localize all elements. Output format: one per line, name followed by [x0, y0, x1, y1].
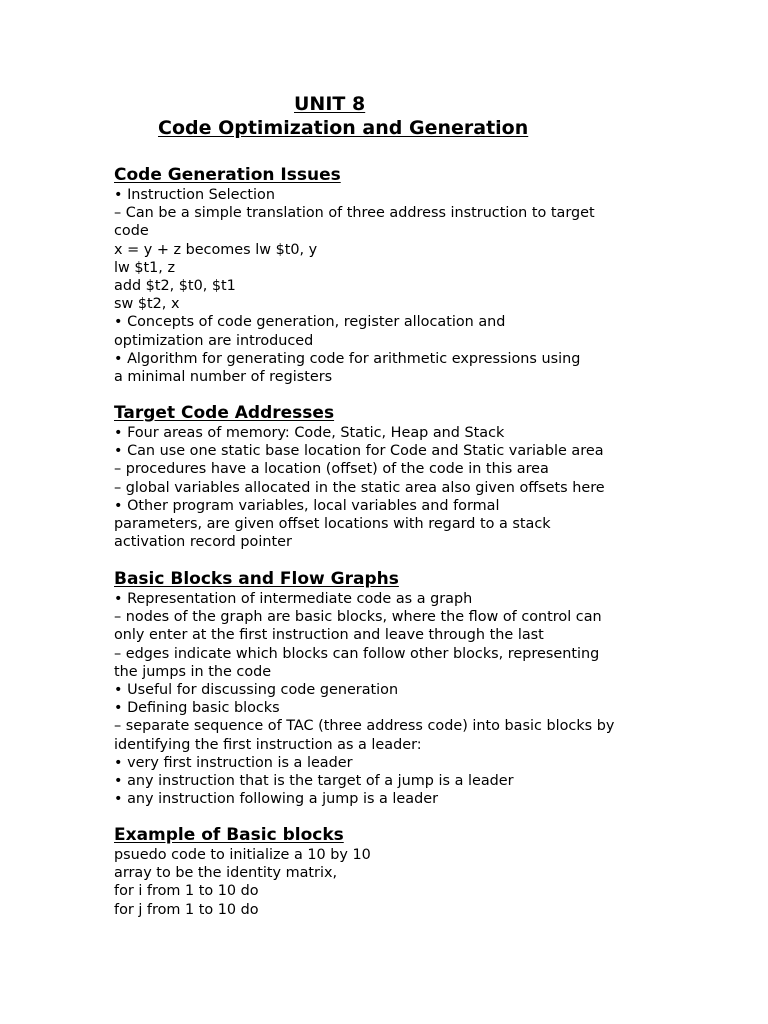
text-line: • Four areas of memory: Code, Static, Heap and Stack: [114, 425, 505, 441]
text-line: – nodes of the graph are basic blocks, where the flow of control can: [114, 609, 602, 626]
text-line: – procedures have a location (offset) of the code in this area: [114, 461, 549, 478]
text-line: • Representation of intermediate code as a graph: [114, 591, 473, 607]
text-line: – edges indicate which blocks can follow other blocks, representing: [114, 645, 600, 662]
unit-title: UNIT 8: [294, 93, 366, 115]
text-line: array to be the identity matrix,: [114, 865, 338, 882]
text-line: identifying the first instruction as a leader:: [114, 736, 422, 753]
section-target-code-addresses: [114, 402, 654, 551]
text-line: only enter at the first instruction and leave through the last: [114, 627, 544, 644]
section-code-generation-issues: [114, 164, 654, 386]
text-line: activation record pointer: [114, 534, 292, 551]
text-line: the jumps in the code: [114, 663, 272, 680]
text-line: • Concepts of code generation, register allocation and: [114, 314, 506, 331]
text-line: parameters, are given offset locations with regard to a stack: [114, 515, 551, 532]
text-line: optimization are introduced: [114, 332, 314, 349]
section-heading: Code Generation Issues: [114, 165, 341, 185]
text-line: • Useful for discussing code generation: [114, 681, 399, 698]
text-line: – global variables allocated in the static area also given offsets here: [114, 479, 605, 496]
text-line: sw $t2, x: [114, 296, 180, 313]
text-line: for i from 1 to 10 do: [114, 883, 259, 900]
text-line: code: [114, 223, 149, 240]
section-heading: Target Code Addresses: [114, 403, 335, 423]
text-line: psuedo code to initialize a 10 by 10: [114, 847, 371, 863]
text-line: a minimal number of registers: [114, 368, 333, 385]
text-line: – Can be a simple translation of three address instruction to target: [114, 205, 595, 222]
section-basic-blocks-and-flow-graphs: [114, 568, 654, 808]
text-line: • Other program variables, local variables and formal: [114, 497, 500, 514]
text-line: • Can use one static base location for Code and Static variable area: [114, 443, 604, 460]
text-line: • any instruction following a jump is a leader: [114, 791, 438, 808]
text-line: x = y + z becomes lw $t0, y: [114, 241, 318, 258]
text-line: add $t2, $t0, $t1: [114, 277, 236, 294]
text-line: – separate sequence of TAC (three address code) into basic blocks by: [114, 718, 615, 735]
section-heading: Basic Blocks and Flow Graphs: [114, 569, 399, 589]
document-title: Code Optimization and Generation: [158, 117, 529, 139]
section-heading: Example of Basic blocks: [114, 825, 344, 845]
text-line: • any instruction that is the target of a jump is a leader: [114, 772, 514, 789]
text-line: for j from 1 to 10 do: [114, 901, 259, 918]
section-example-of-basic-blocks: [114, 824, 654, 919]
text-line: • very first instruction is a leader: [114, 754, 353, 771]
text-line: • Algorithm for generating code for arithmetic expressions using: [114, 350, 581, 367]
text-line: • Defining basic blocks: [114, 700, 280, 717]
text-line: lw $t1, z: [114, 259, 175, 276]
text-line: • Instruction Selection: [114, 187, 275, 203]
